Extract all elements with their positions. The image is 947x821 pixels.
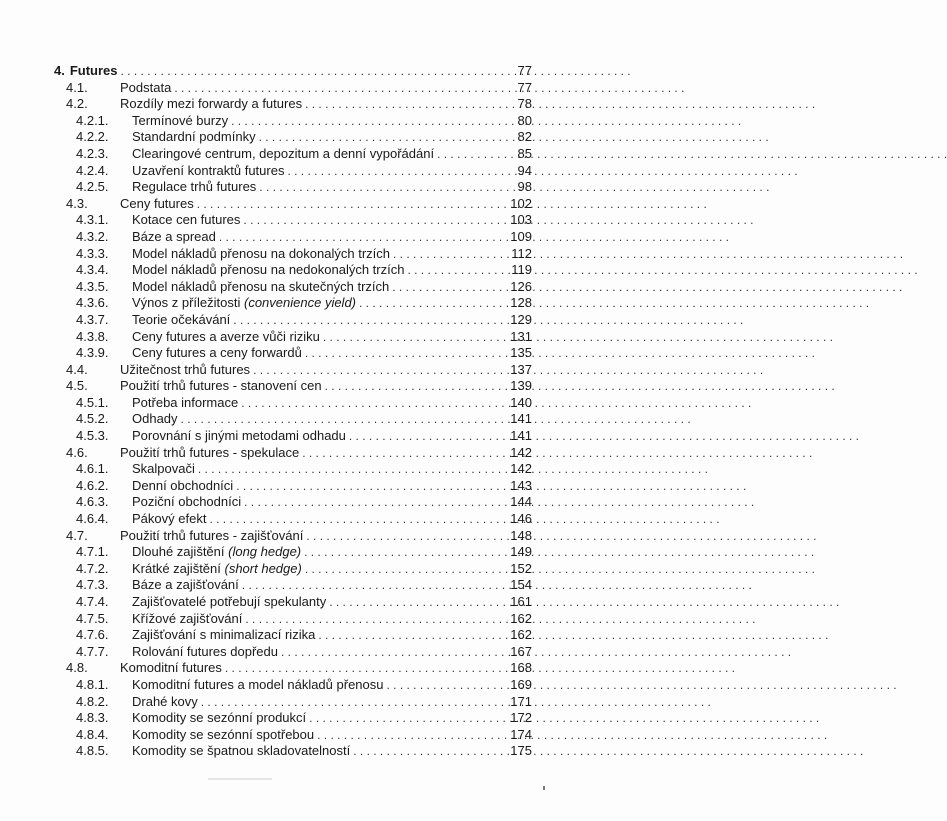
dot-leader: [197, 196, 502, 213]
toc-subsection-row: [54, 577, 532, 594]
toc-entry-title: [132, 561, 305, 578]
toc-page-number: 162: [510, 610, 532, 626]
toc-entry-title-text: Báze a spread: [132, 228, 216, 244]
toc-page-number: 77: [517, 79, 532, 95]
dot-leader: [302, 445, 502, 462]
toc-entry-title: [132, 179, 259, 196]
toc-entry-title: [120, 362, 253, 379]
toc-section-row: [54, 362, 532, 379]
toc-page-number: 128: [510, 295, 532, 311]
dot-leader: [236, 478, 502, 495]
toc-page-number: 102: [510, 195, 532, 211]
dot-leader: [219, 229, 502, 246]
toc-entry-title-text: Clearingové centrum, depozitum a denní vypořádání: [132, 145, 435, 161]
dot-leader: [225, 660, 502, 677]
toc-subsection-row: [54, 146, 532, 163]
toc-entry-title: [132, 229, 219, 246]
toc-page-number: 112: [511, 245, 532, 261]
toc-entry-title: [132, 146, 437, 163]
toc-section-row: [54, 378, 532, 395]
toc-subsection-row: [54, 329, 532, 346]
toc-subsection-row: [54, 345, 532, 362]
dot-leader: [241, 395, 502, 412]
toc-entry-title-text: Komodity se špatnou skladovatelností: [132, 743, 351, 759]
toc-page-number: 143: [510, 477, 532, 493]
dot-leader: [259, 179, 502, 196]
toc-subsection-row: [54, 644, 532, 661]
toc-entry-title: [132, 611, 245, 628]
toc-entry-title-english: (short hedge): [224, 560, 302, 576]
toc-entry-number: 4.8.3.: [76, 710, 109, 726]
toc-entry-number: 4.6.4.: [76, 511, 109, 527]
toc-page-number: 146: [510, 511, 532, 527]
toc-entry-number: 4.7.4.: [76, 594, 109, 609]
dot-leader: [392, 279, 502, 296]
toc-page-number: 103: [510, 212, 532, 228]
toc-subsection-row: [54, 594, 532, 611]
dot-leader: [244, 494, 502, 511]
toc-entry-title-text: Model nákladů přenosu na skutečných trzích: [132, 278, 390, 294]
toc-entry-title-text: Denní obchodníci: [132, 477, 234, 493]
toc-page-number: 161: [510, 594, 532, 609]
toc-entry-number: 4.2.1.: [76, 112, 109, 128]
toc-section-row: [54, 96, 532, 113]
dot-leader: [287, 163, 502, 180]
toc-entry-number: 4.1.: [66, 79, 88, 95]
dot-leader: [305, 561, 502, 578]
dot-leader: [253, 362, 502, 379]
toc-page-number: 78: [517, 96, 532, 112]
toc-entry-title-text: Kotace cen futures: [132, 212, 241, 228]
toc-entry-title-text: Komodity se sezónní produkcí: [132, 710, 307, 726]
toc-page-number: 140: [510, 394, 532, 410]
toc-entry-title-text: Drahé kovy: [132, 693, 198, 709]
toc-entry-title-english: (long hedge): [228, 544, 302, 560]
toc-page-number: 141: [510, 428, 532, 444]
toc-entry-number: 4.3.5.: [76, 278, 109, 294]
toc-subsection-row: [54, 246, 532, 263]
toc-entry-number: 4.2.3.: [76, 145, 109, 161]
toc-entry-number: 4.3.7.: [76, 311, 109, 327]
toc-entry-title: [132, 345, 305, 362]
toc-entry-title: [65, 63, 121, 80]
dot-leader: [121, 63, 502, 80]
toc-entry-title: [132, 694, 201, 711]
toc-subsection-row: [54, 395, 532, 412]
toc-entry-title: [120, 96, 305, 113]
toc-subsection-row: [54, 262, 532, 279]
toc-entry-title: [132, 743, 353, 760]
toc-entry-title: [132, 594, 329, 611]
toc-subsection-row: [54, 511, 532, 528]
toc-entry-title-text: Pákový efekt: [132, 511, 207, 527]
dot-leader: [231, 113, 502, 130]
toc-entry-title-text: Krátké zajištění: [132, 560, 221, 576]
toc-entry-number: 4.7.7.: [76, 643, 109, 659]
toc-page-number: 135: [510, 345, 532, 361]
toc-section-row: [54, 80, 532, 97]
toc-page-number: 175: [510, 743, 532, 759]
toc-entry-title-text: Poziční obchodníci: [132, 494, 242, 510]
toc-entry-title: [132, 113, 231, 130]
toc-page-number: 142: [510, 444, 532, 460]
toc-subsection-row: [54, 478, 532, 495]
toc-entry-title-text: Komoditní futures a model nákladů přenosu: [132, 676, 384, 692]
scan-smudge: [208, 778, 272, 780]
toc-entry-number: 4.6.1.: [76, 461, 109, 477]
toc-page-number: 174: [510, 726, 532, 742]
toc-entry-title-text: Báze a zajišťování: [132, 577, 239, 593]
toc-page-number: 80: [517, 112, 532, 128]
toc-entry-title: [132, 411, 181, 428]
dot-leader: [259, 129, 502, 146]
toc-entry-number: 4.8.1.: [76, 676, 109, 692]
toc-subsection-row: [54, 743, 532, 760]
toc-entry-title: [132, 627, 318, 644]
dot-leader: [304, 544, 502, 561]
toc-page-number: 149: [510, 544, 532, 560]
toc-entry-title-text: Model nákladů přenosu na dokonalých trzích: [132, 245, 390, 261]
toc-entry-title: [132, 262, 407, 279]
toc-entry-number: 4.4.: [66, 361, 88, 377]
toc-entry-title-text: Křížové zajišťování: [132, 610, 243, 626]
toc-subsection-row: [54, 129, 532, 146]
table-of-contents: [54, 63, 532, 760]
toc-entry-number: 4.5.1.: [76, 394, 109, 410]
toc-entry-title: [120, 445, 302, 462]
toc-entry-title: [132, 478, 236, 495]
dot-leader: [305, 96, 502, 113]
dot-leader: [318, 627, 502, 644]
toc-entry-number: 4.7.2.: [76, 560, 109, 576]
toc-entry-title-text: Skalpovači: [132, 461, 195, 477]
dot-leader: [387, 677, 503, 694]
toc-subsection-row: [54, 428, 532, 445]
dot-leader: [242, 577, 502, 594]
toc-entry-title: [132, 710, 309, 727]
toc-page-number: 154: [510, 577, 532, 593]
toc-page-number: 77: [517, 63, 532, 78]
toc-entry-number: 4.3.8.: [76, 328, 109, 344]
toc-entry-title-text: Teorie očekávání: [132, 311, 231, 327]
toc-page-number: 152: [510, 560, 532, 576]
toc-entry-title: [132, 494, 244, 511]
toc-entry-title-text: Podstata: [120, 79, 172, 95]
toc-chapter-row: [54, 63, 532, 80]
toc-entry-title-text: Ceny futures a averze vůči riziku: [132, 328, 320, 344]
toc-subsection-row: [54, 113, 532, 130]
toc-page-number: 131: [510, 328, 532, 344]
toc-entry-title-text: Výnos z příležitosti: [132, 295, 241, 311]
toc-entry-title-text: Zajišťování s minimalizací rizika: [132, 627, 316, 643]
toc-entry-number: 4.: [54, 63, 65, 78]
toc-entry-title-text: Ceny futures: [120, 195, 194, 211]
toc-page-number: 162: [510, 627, 532, 643]
toc-entry-title-text: Regulace trhů futures: [132, 179, 257, 195]
dot-leader: [233, 312, 502, 329]
toc-entry-title: [132, 395, 241, 412]
toc-entry-title-text: Model nákladů přenosu na nedokonalých trzích: [132, 262, 405, 278]
toc-section-row: [54, 660, 532, 677]
toc-entry-number: 4.2.2.: [76, 129, 109, 145]
toc-entry-number: 4.2.: [66, 96, 88, 112]
dot-leader: [243, 212, 502, 229]
dot-leader: [323, 329, 502, 346]
toc-subsection-row: [54, 179, 532, 196]
toc-page-number: 129: [510, 311, 532, 327]
dot-leader: [181, 411, 502, 428]
toc-entry-number: 4.3.2.: [76, 228, 109, 244]
toc-subsection-row: [54, 694, 532, 711]
toc-page-number: 85: [517, 145, 532, 161]
dot-leader: [317, 727, 502, 744]
toc-entry-number: 4.6.3.: [76, 494, 109, 510]
dot-leader: [281, 644, 502, 661]
toc-entry-title: [132, 428, 349, 445]
toc-entry-number: 4.7.1.: [76, 544, 109, 560]
toc-entry-number: 4.8.2.: [76, 693, 109, 709]
toc-page-number: 139: [510, 378, 532, 394]
toc-page-number: 169: [510, 676, 532, 692]
toc-section-row: [54, 445, 532, 462]
toc-entry-title: [132, 295, 359, 312]
toc-subsection-row: [54, 229, 532, 246]
toc-entry-title-text: Porovnání s jinými metodami odhadu: [132, 428, 346, 444]
toc-entry-number: 4.6.2.: [76, 477, 109, 493]
toc-entry-number: 4.8.4.: [76, 726, 109, 742]
toc-subsection-row: [54, 295, 532, 312]
dot-leader: [329, 594, 502, 611]
toc-entry-title-english: (convenience yield): [244, 295, 357, 311]
toc-subsection-row: [54, 279, 532, 296]
toc-entry-title-text: Komodity se sezónní spotřebou: [132, 726, 315, 742]
toc-subsection-row: [54, 163, 532, 180]
toc-entry-number: 4.5.: [66, 378, 88, 394]
toc-entry-title: [132, 329, 323, 346]
toc-entry-number: 4.2.5.: [76, 179, 109, 195]
toc-entry-title: [120, 528, 306, 545]
toc-page-number: 142: [510, 461, 532, 477]
toc-entry-number: 4.3.6.: [76, 295, 109, 311]
toc-subsection-row: [54, 710, 532, 727]
dot-leader: [353, 743, 502, 760]
toc-entry-title-text: Dlouhé zajištění: [132, 544, 225, 560]
scan-speck: [543, 786, 545, 790]
toc-entry-title: [132, 577, 242, 594]
toc-subsection-row: [54, 212, 532, 229]
dot-leader: [359, 295, 502, 312]
toc-entry-number: 4.3.9.: [76, 345, 109, 361]
dot-leader: [174, 80, 502, 97]
toc-entry-title-text: Uzavření kontraktů futures: [132, 162, 285, 178]
toc-page-number: 148: [510, 527, 532, 543]
toc-entry-title: [132, 544, 304, 561]
toc-entry-title: [132, 246, 393, 263]
toc-entry-title-text: Odhady: [132, 411, 178, 427]
toc-entry-number: 4.8.: [66, 660, 88, 676]
toc-page-number: 109: [510, 228, 532, 244]
toc-page-number: 137: [510, 361, 532, 377]
toc-entry-number: 4.5.2.: [76, 411, 109, 427]
toc-entry-title-text: Rolování futures dopředu: [132, 643, 278, 659]
toc-page-number: 94: [517, 162, 532, 178]
toc-subsection-row: [54, 611, 532, 628]
toc-subsection-row: [54, 544, 532, 561]
toc-subsection-row: [54, 461, 532, 478]
toc-entry-number: 4.8.5.: [76, 743, 109, 759]
toc-entry-number: 4.3.3.: [76, 245, 109, 261]
toc-entry-title: [120, 80, 174, 97]
toc-entry-number: 4.2.4.: [76, 162, 109, 178]
toc-subsection-row: [54, 627, 532, 644]
toc-page-number: 172: [510, 710, 532, 726]
toc-subsection-row: [54, 561, 532, 578]
toc-page-number: 98: [517, 179, 532, 195]
toc-entry-title-text: Zajišťovatelé potřebují spekulanty: [132, 594, 327, 609]
toc-entry-number: 4.7.: [66, 527, 88, 543]
dot-leader: [393, 246, 502, 263]
toc-entry-number: 4.3.: [66, 195, 88, 211]
toc-entry-title-text: Termínové burzy: [132, 112, 229, 128]
toc-entry-number: 4.7.6.: [76, 627, 109, 643]
toc-entry-title-text: Použití trhů futures - spekulace: [120, 444, 300, 460]
toc-page-number: 82: [517, 129, 532, 145]
dot-leader: [325, 378, 502, 395]
toc-section-row: [54, 196, 532, 213]
toc-entry-title-text: Použití trhů futures - stanovení cen: [120, 378, 322, 394]
toc-page-number: 171: [510, 693, 532, 709]
toc-entry-title: [132, 677, 387, 694]
dot-leader: [198, 461, 502, 478]
toc-entry-title: [132, 511, 209, 528]
toc-entry-number: 4.5.3.: [76, 428, 109, 444]
dot-leader: [407, 262, 502, 279]
toc-entry-number: 4.7.5.: [76, 610, 109, 626]
toc-entry-number: 4.6.: [66, 444, 88, 460]
dot-leader: [209, 511, 502, 528]
toc-entry-title: [132, 212, 243, 229]
dot-leader: [306, 528, 502, 545]
toc-entry-title-text: Použití trhů futures - zajišťování: [120, 527, 304, 543]
toc-entry-title-text: Futures: [69, 63, 118, 78]
dot-leader: [349, 428, 502, 445]
dot-leader: [201, 694, 502, 711]
toc-page-number: 141: [510, 411, 532, 427]
toc-subsection-row: [54, 411, 532, 428]
toc-entry-title-text: Rozdíly mezi forwardy a futures: [120, 96, 303, 112]
dot-leader: [309, 710, 502, 727]
toc-entry-title-text: Potřeba informace: [132, 394, 239, 410]
toc-page-number: 126: [510, 278, 532, 294]
toc-subsection-row: [54, 494, 532, 511]
dot-leader: [245, 611, 502, 628]
dot-leader: [437, 146, 502, 163]
toc-section-row: [54, 528, 532, 545]
toc-subsection-row: [54, 677, 532, 694]
toc-entry-title-text: Ceny futures a ceny forwardů: [132, 345, 302, 361]
toc-page-number: 119: [511, 262, 532, 278]
dot-leader: [305, 345, 502, 362]
toc-entry-number: 4.3.1.: [76, 212, 109, 228]
toc-page-number: 144: [510, 494, 532, 510]
toc-page-number: 167: [510, 643, 532, 659]
toc-entry-number: 4.7.3.: [76, 577, 109, 593]
toc-entry-title: [132, 461, 198, 478]
toc-entry-title: [132, 163, 287, 180]
toc-entry-number: 4.3.4.: [76, 262, 109, 278]
toc-entry-title: [132, 279, 392, 296]
toc-entry-title: [132, 129, 259, 146]
toc-entry-title: [120, 196, 197, 213]
toc-entry-title: [132, 727, 317, 744]
toc-entry-title-text: Komoditní futures: [120, 660, 222, 676]
toc-subsection-row: [54, 312, 532, 329]
toc-entry-title: [132, 644, 281, 661]
toc-subsection-row: [54, 727, 532, 744]
toc-entry-title: [120, 378, 325, 395]
toc-entry-title: [132, 312, 233, 329]
toc-entry-title-text: Užitečnost trhů futures: [120, 361, 251, 377]
toc-page-number: 168: [510, 660, 532, 676]
toc-entry-title: [120, 660, 225, 677]
toc-entry-title-text: Standardní podmínky: [132, 129, 256, 145]
